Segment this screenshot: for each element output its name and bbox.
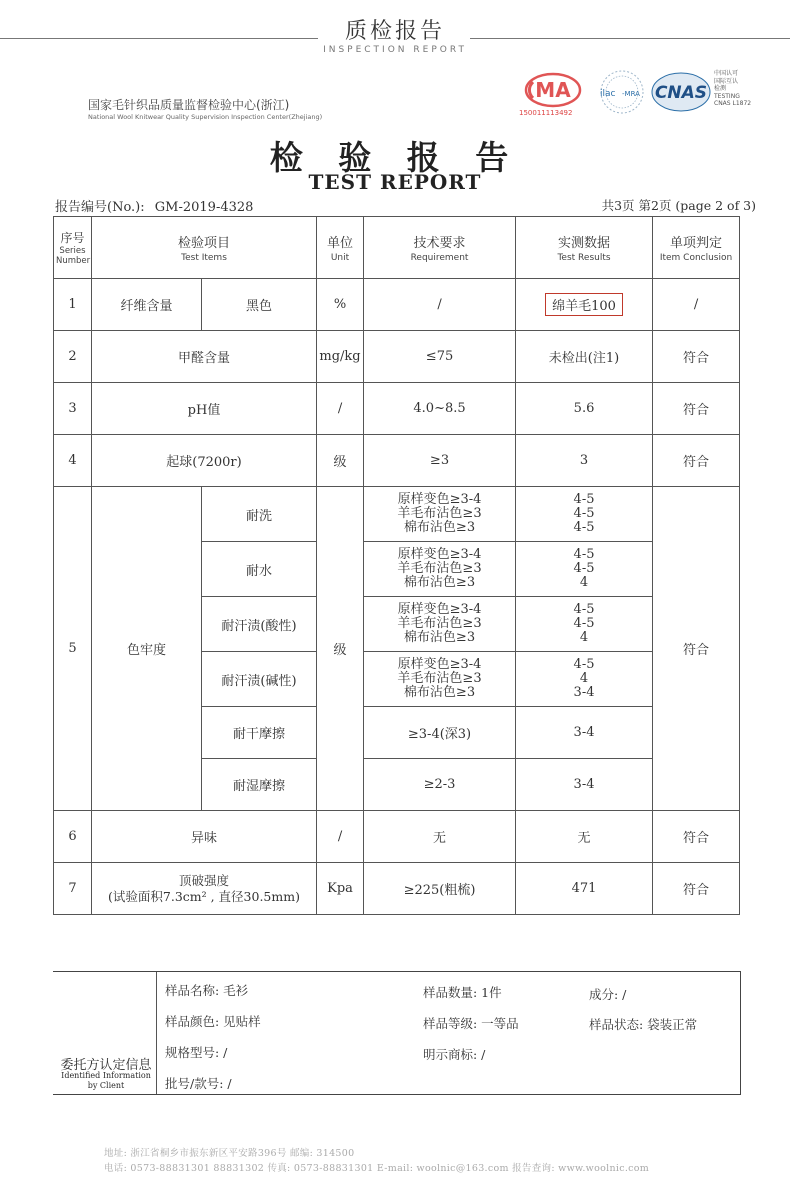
sample-grade: 样品等级: 一等品: [423, 1016, 519, 1031]
cma-logo-icon: [523, 72, 583, 108]
ilac-mra-logo-icon: [596, 68, 648, 116]
client-info-label: 委托方认定信息: [60, 1058, 152, 1073]
table-row: 3 pH值 / 4.0~8.5 5.6 符合: [54, 383, 740, 435]
header-conclusion: 单项判定 Item Conclusion: [653, 217, 740, 279]
report-number: [55, 196, 253, 215]
footer-address: 地址: 浙江省桐乡市振东新区平安路396号 邮编: 314500: [104, 1148, 355, 1159]
client-info-label-en: Identified Information by Client: [61, 1071, 151, 1090]
report-title-en: TEST REPORT: [308, 170, 482, 194]
header-requirement: 技术要求 Requirement: [364, 217, 516, 279]
table-row: 2 甲醛含量 mg/kg ≤75 未检出(注1) 符合: [54, 331, 740, 383]
svg-text:CNAS: CNAS: [654, 83, 708, 103]
table-row: 7 顶破强度 (试验面积7.3cm² , 直径30.5mm) Kpa ≥225(粗梳) 471 符合: [54, 863, 740, 915]
organization-name-cn: 国家毛针织品质量监督检验中心(浙江): [88, 98, 290, 112]
table-row: 5 色牢度 耐洗 级 原样变色≥3-4 羊毛布沾色≥3 棉布沾色≥3 4-5 4-5 4-5 符合: [54, 487, 740, 542]
cma-number: 150011113492: [519, 109, 573, 117]
cnas-text: 中国认可 国际互认 检测 TESTING CNAS L1872: [714, 70, 752, 107]
sample-name: 样品名称: 毛衫: [165, 983, 249, 998]
header-series: 序号 Series Number: [54, 217, 92, 279]
trademark: 明示商标: /: [423, 1047, 486, 1062]
composition: 成分: /: [589, 987, 627, 1002]
header-test-items: 检验项目 Test Items: [92, 217, 317, 279]
header-unit: 单位 Unit: [317, 217, 364, 279]
model-spec: 规格型号: /: [165, 1045, 228, 1060]
page-info: 共3页 第2页 (page 2 of 3): [601, 198, 756, 213]
table-row: 4 起球(7200r) 级 ≥3 3 符合: [54, 435, 740, 487]
report-number-value: GM-2019-4328: [154, 200, 254, 215]
test-results-table: [53, 216, 740, 915]
table-row: 耐湿摩擦 ≥2-3 3-4: [54, 759, 740, 811]
table-header-row: [54, 217, 740, 279]
organization-name-en: National Wool Knitwear Quality Supervision Inspection Center(Zhejiang): [88, 113, 323, 121]
report-title-cn: 检 验 报 告: [269, 138, 521, 177]
client-info-box: [53, 971, 741, 1095]
table-row: 1 纤维含量 黑色 % / 绵羊毛100 /: [54, 279, 740, 331]
svg-text:ilac: ilac: [600, 89, 616, 99]
page-title: 质检报告: [344, 19, 445, 44]
client-info-label-cell: [53, 972, 157, 1094]
footer-contact: 电话: 0573-88831301 88831302 传真: 0573-88831301 E-mail: woolnic@163.com 报告查询: www.woolnic.com: [104, 1163, 650, 1174]
svg-text:-MRA: -MRA: [622, 90, 640, 98]
svg-text:MA: MA: [535, 78, 571, 102]
sample-color: 样品颜色: 见贴样: [165, 1014, 261, 1029]
table-row: 耐汗渍(碱性) 原样变色≥3-4 羊毛布沾色≥3 棉布沾色≥3 4-5 4 3-4: [54, 652, 740, 707]
header-test-results: 实测数据 Test Results: [516, 217, 653, 279]
cnas-logo-icon: [650, 70, 712, 114]
page-subtitle: INSPECTION REPORT: [323, 45, 467, 55]
sample-state: 样品状态: 袋装正常: [589, 1017, 698, 1032]
report-number-label: 报告编号(No.):: [55, 200, 145, 215]
table-row: 耐水 原样变色≥3-4 羊毛布沾色≥3 棉布沾色≥3 4-5 4-5 4: [54, 542, 740, 597]
batch-number: 批号/款号: /: [165, 1076, 232, 1091]
sample-quantity: 样品数量: 1件: [423, 985, 502, 1000]
table-row: 耐汗渍(酸性) 原样变色≥3-4 羊毛布沾色≥3 棉布沾色≥3 4-5 4-5 4: [54, 597, 740, 652]
highlighted-result: 绵羊毛100: [545, 293, 623, 316]
table-row: 6 异味 / 无 无 符合: [54, 811, 740, 863]
table-row: 耐干摩擦 ≥3-4(深3) 3-4: [54, 707, 740, 759]
